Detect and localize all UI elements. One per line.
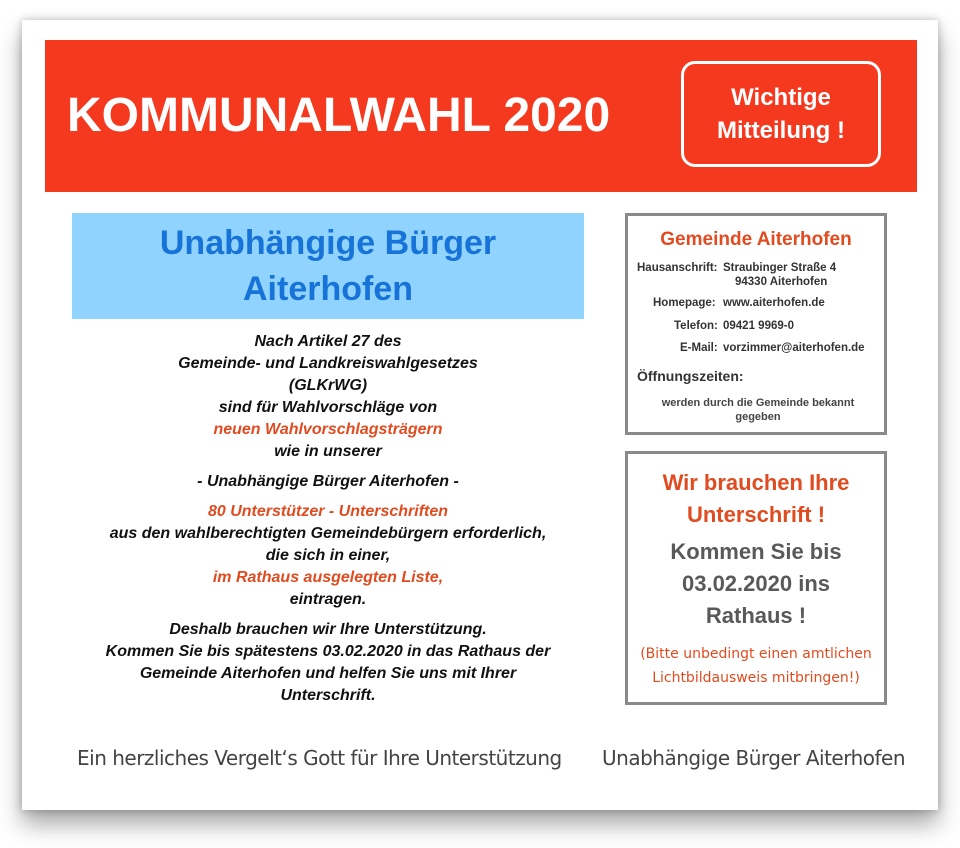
email-label: E-Mail:: [680, 342, 718, 354]
body-line: Kommen Sie bis spätestens 03.02.2020 in das Rathaus der: [105, 643, 551, 660]
opening-hours-title: Öffnungszeiten:: [637, 368, 744, 384]
call-headline-line-1: Wir brauchen Ihre: [662, 470, 850, 495]
phone-label: Telefon:: [674, 320, 718, 332]
email-link[interactable]: vorzimmer@aiterhofen.de: [723, 342, 865, 354]
body-line: wie in unserer: [274, 443, 382, 460]
id-note-line-2: Lichtbildausweis mitbringen!): [652, 670, 860, 686]
call-instruction: [628, 536, 884, 632]
homepage-link[interactable]: www.aiterhofen.de: [723, 297, 825, 309]
body-line: sind für Wahlvorschläge von: [218, 399, 438, 416]
address-label: Hausanschrift:: [637, 262, 718, 274]
phone-number: 09421 9969-0: [723, 320, 794, 332]
id-card-note: [628, 642, 884, 690]
important-notice-badge: [681, 61, 881, 167]
body-line-highlight: im Rathaus ausgelegten Liste,: [212, 569, 444, 586]
notice-line-1: Wichtige: [731, 84, 831, 111]
body-line: Gemeinde- und Landkreiswahlgesetzes: [178, 355, 478, 372]
body-line: Gemeinde Aiterhofen und helfen Sie uns mit Ihrer: [139, 665, 517, 682]
body-line: die sich in einer,: [265, 547, 391, 564]
thanks-footer: Ein herzliches Vergelt‘s Gott für Ihre Unterstützung: [77, 746, 562, 770]
municipality-info-box: [625, 213, 887, 435]
header-banner: [45, 40, 917, 192]
opening-hours-text: werden durch die Gemeinde bekannt gegeben: [661, 397, 855, 423]
body-line: eintragen.: [289, 591, 367, 608]
banner-title: KOMMUNALWAHL 2020: [67, 89, 611, 142]
body-line: Nach Artikel 27 des: [254, 333, 402, 350]
call-instruction-line-1: Kommen Sie bis: [670, 539, 842, 564]
body-line: Deshalb brauchen wir Ihre Unterstützung.: [169, 621, 487, 638]
signoff-footer: Unabhängige Bürger Aiterhofen: [602, 746, 906, 770]
homepage-label: Homepage:: [653, 297, 716, 309]
body-line-highlight: neuen Wahlvorschlagsträgern: [213, 421, 443, 438]
call-instruction-line-3: Rathaus !: [705, 603, 807, 628]
call-headline-line-2: Unterschrift !: [686, 502, 826, 527]
org-name-line-2: Aiterhofen: [243, 270, 413, 308]
address-line-1: Straubinger Straße 4: [723, 262, 837, 274]
id-note-line-1: (Bitte unbedingt einen amtlichen: [640, 646, 872, 662]
body-line: aus den wahlberechtigten Gemeindebürgern erforderlich,: [109, 525, 547, 542]
call-headline: [628, 467, 884, 531]
signature-call-box: [625, 451, 887, 705]
body-line: (GLKrWG): [288, 377, 368, 394]
main-announcement-text: [62, 331, 594, 707]
call-instruction-line-2: 03.02.2020 ins: [681, 571, 830, 596]
notice-line-2: Mitteilung !: [717, 117, 845, 144]
body-line: - Unabhängige Bürger Aiterhofen -: [197, 473, 459, 490]
body-line-highlight: 80 Unterstützer - Unterschriften: [207, 503, 449, 520]
body-line: Unterschrift.: [280, 687, 376, 704]
org-name-line-1: Unabhängige Bürger: [159, 224, 497, 262]
address-line-2: 94330 Aiterhofen: [735, 276, 828, 288]
municipality-title: Gemeinde Aiterhofen: [660, 229, 852, 250]
organization-name-box: [72, 213, 584, 319]
